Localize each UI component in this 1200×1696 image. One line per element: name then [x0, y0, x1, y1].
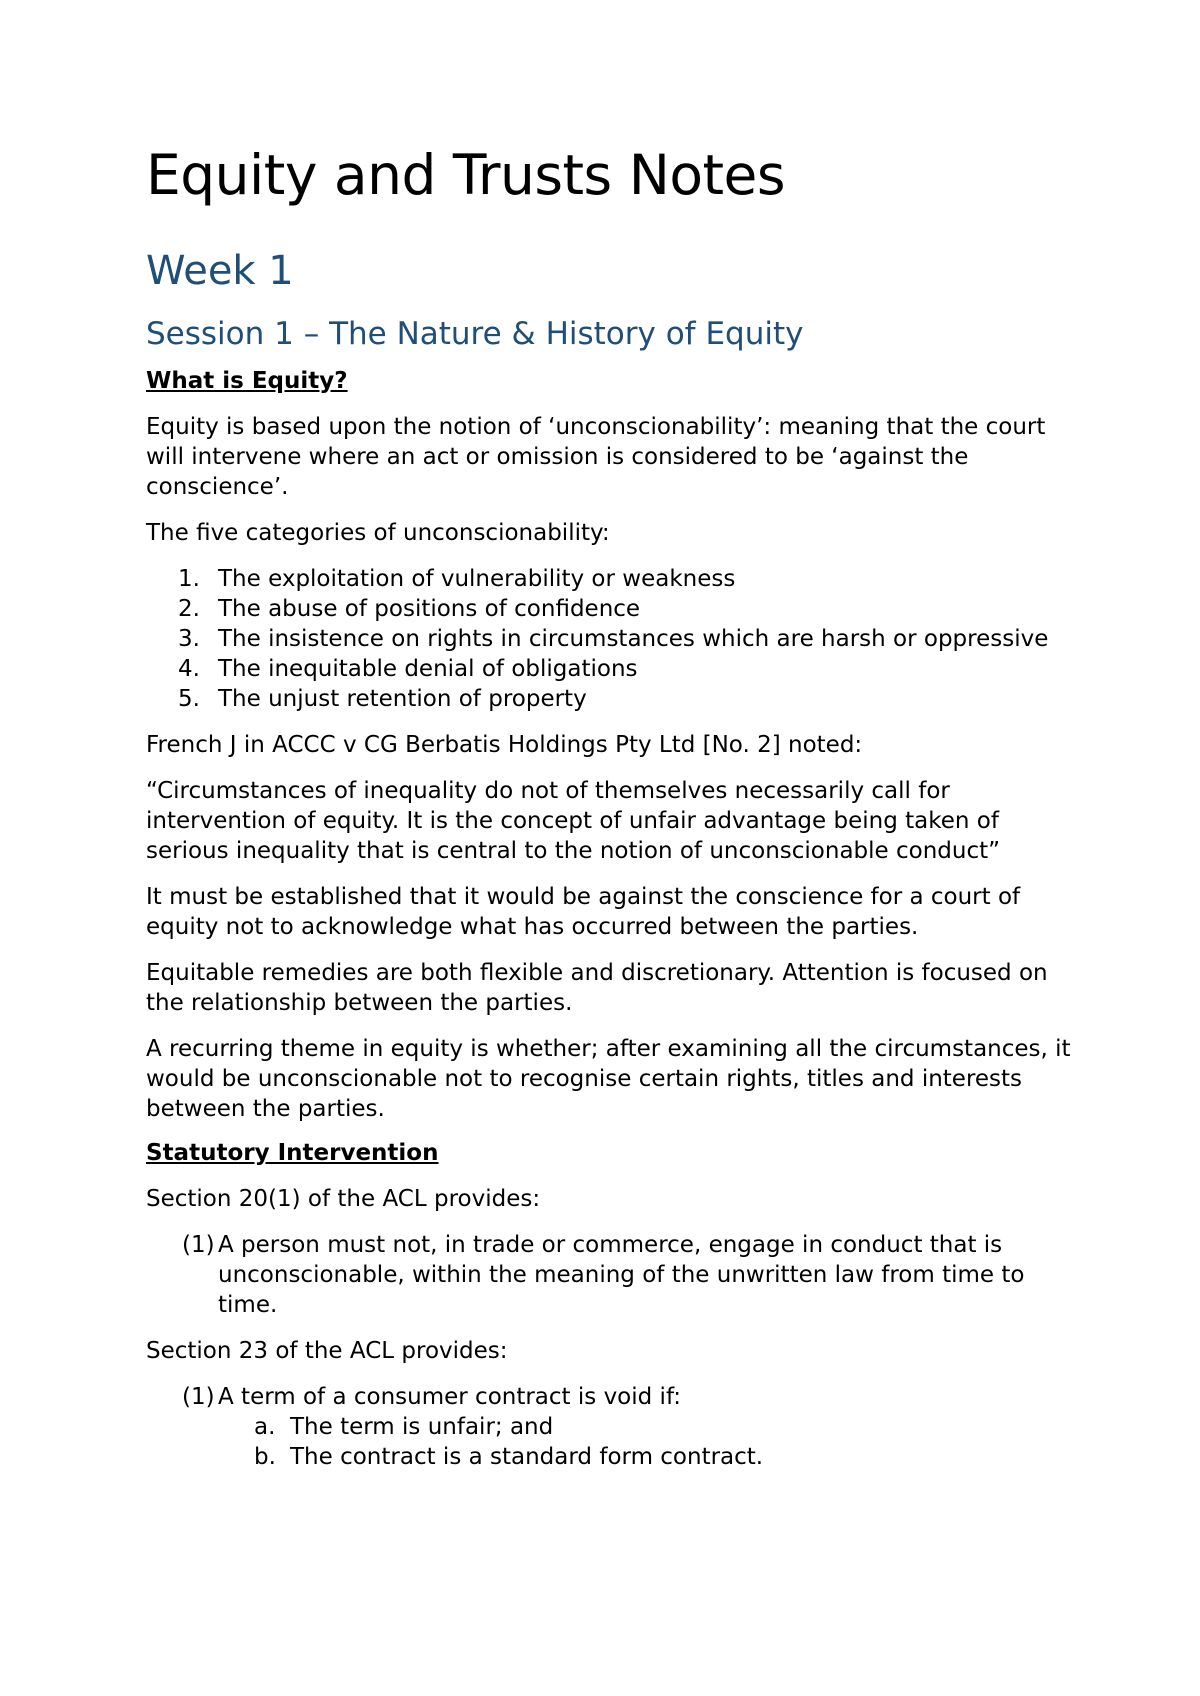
list-item: [146, 684, 1076, 714]
paragraph: The five categories of unconscionability:: [146, 520, 610, 546]
paragraph: Section 20(1) of the ACL provides:: [146, 1186, 541, 1212]
list-item-text: The inequitable denial of obligations: [218, 656, 638, 682]
sub-list-item: [146, 1412, 1076, 1442]
document-page: [146, 140, 1076, 1472]
list-item: [146, 594, 1076, 624]
quote: “Circumstances of inequality do not of themselves necessarily call for intervention of equity. It is the concept of unfair advantage being taken of serious inequality that is central to the notion of unconscionable conduct”: [146, 778, 1001, 864]
list-item: [146, 564, 1076, 594]
list-marker: b.: [254, 1444, 276, 1470]
list-item-text: A term of a consumer contract is void if:: [218, 1384, 681, 1410]
section-23-list: [146, 1382, 1076, 1472]
list-item-text: The abuse of positions of confidence: [218, 596, 641, 622]
list-item: [146, 1230, 1076, 1320]
list-marker: 1.: [178, 566, 200, 592]
paragraph: Section 23 of the ACL provides:: [146, 1338, 508, 1364]
list-marker: a.: [254, 1414, 276, 1440]
list-item-text: A person must not, in trade or commerce, engage in conduct that is unconscionable, within the meaning of the unwritten law from time to time.: [218, 1232, 1025, 1318]
list-marker: (1): [182, 1384, 215, 1410]
list-item: [146, 654, 1076, 684]
unconscionability-categories-list: [146, 564, 1076, 714]
paragraph: It must be established that it would be against the conscience for a court of equity not to acknowledge what has occurred between the parties.: [146, 884, 1021, 940]
week-heading: Week 1: [146, 248, 294, 294]
list-item-text: The insistence on rights in circumstances which are harsh or oppressive: [218, 626, 1049, 652]
section-20-list: [146, 1230, 1076, 1320]
list-marker: 3.: [178, 626, 200, 652]
list-item-text: The unjust retention of property: [218, 686, 587, 712]
paragraph: Equitable remedies are both flexible and discretionary. Attention is focused on the relationship between the parties.: [146, 960, 1048, 1016]
list-item-text: The term is unfair; and: [290, 1414, 554, 1440]
paragraph: French J in ACCC v CG Berbatis Holdings Pty Ltd [No. 2] noted:: [146, 732, 863, 758]
sub-list: [146, 1412, 1076, 1472]
list-item-text: The exploitation of vulnerability or weakness: [218, 566, 736, 592]
list-item: [146, 1382, 1076, 1412]
list-item: [146, 624, 1076, 654]
list-item-text: The contract is a standard form contract.: [290, 1444, 764, 1470]
section-heading-statutory-intervention: Statutory Intervention: [146, 1140, 439, 1166]
sub-list-item: [146, 1442, 1076, 1472]
paragraph: A recurring theme in equity is whether; after examining all the circumstances, it would be unconscionable not to recognise certain rights, titles and interests between the parties.: [146, 1036, 1071, 1122]
section-heading-what-is-equity: What is Equity?: [146, 368, 348, 394]
list-marker: 4.: [178, 656, 200, 682]
list-marker: (1): [182, 1232, 215, 1258]
list-marker: 5.: [178, 686, 200, 712]
paragraph: Equity is based upon the notion of ‘unconscionability’: meaning that the court will intervene where an act or omission is considered to be ‘against the conscience’.: [146, 414, 1046, 500]
document-title: Equity and Trusts Notes: [146, 143, 786, 207]
list-marker: 2.: [178, 596, 200, 622]
session-heading: Session 1 – The Nature & History of Equity: [146, 316, 804, 352]
